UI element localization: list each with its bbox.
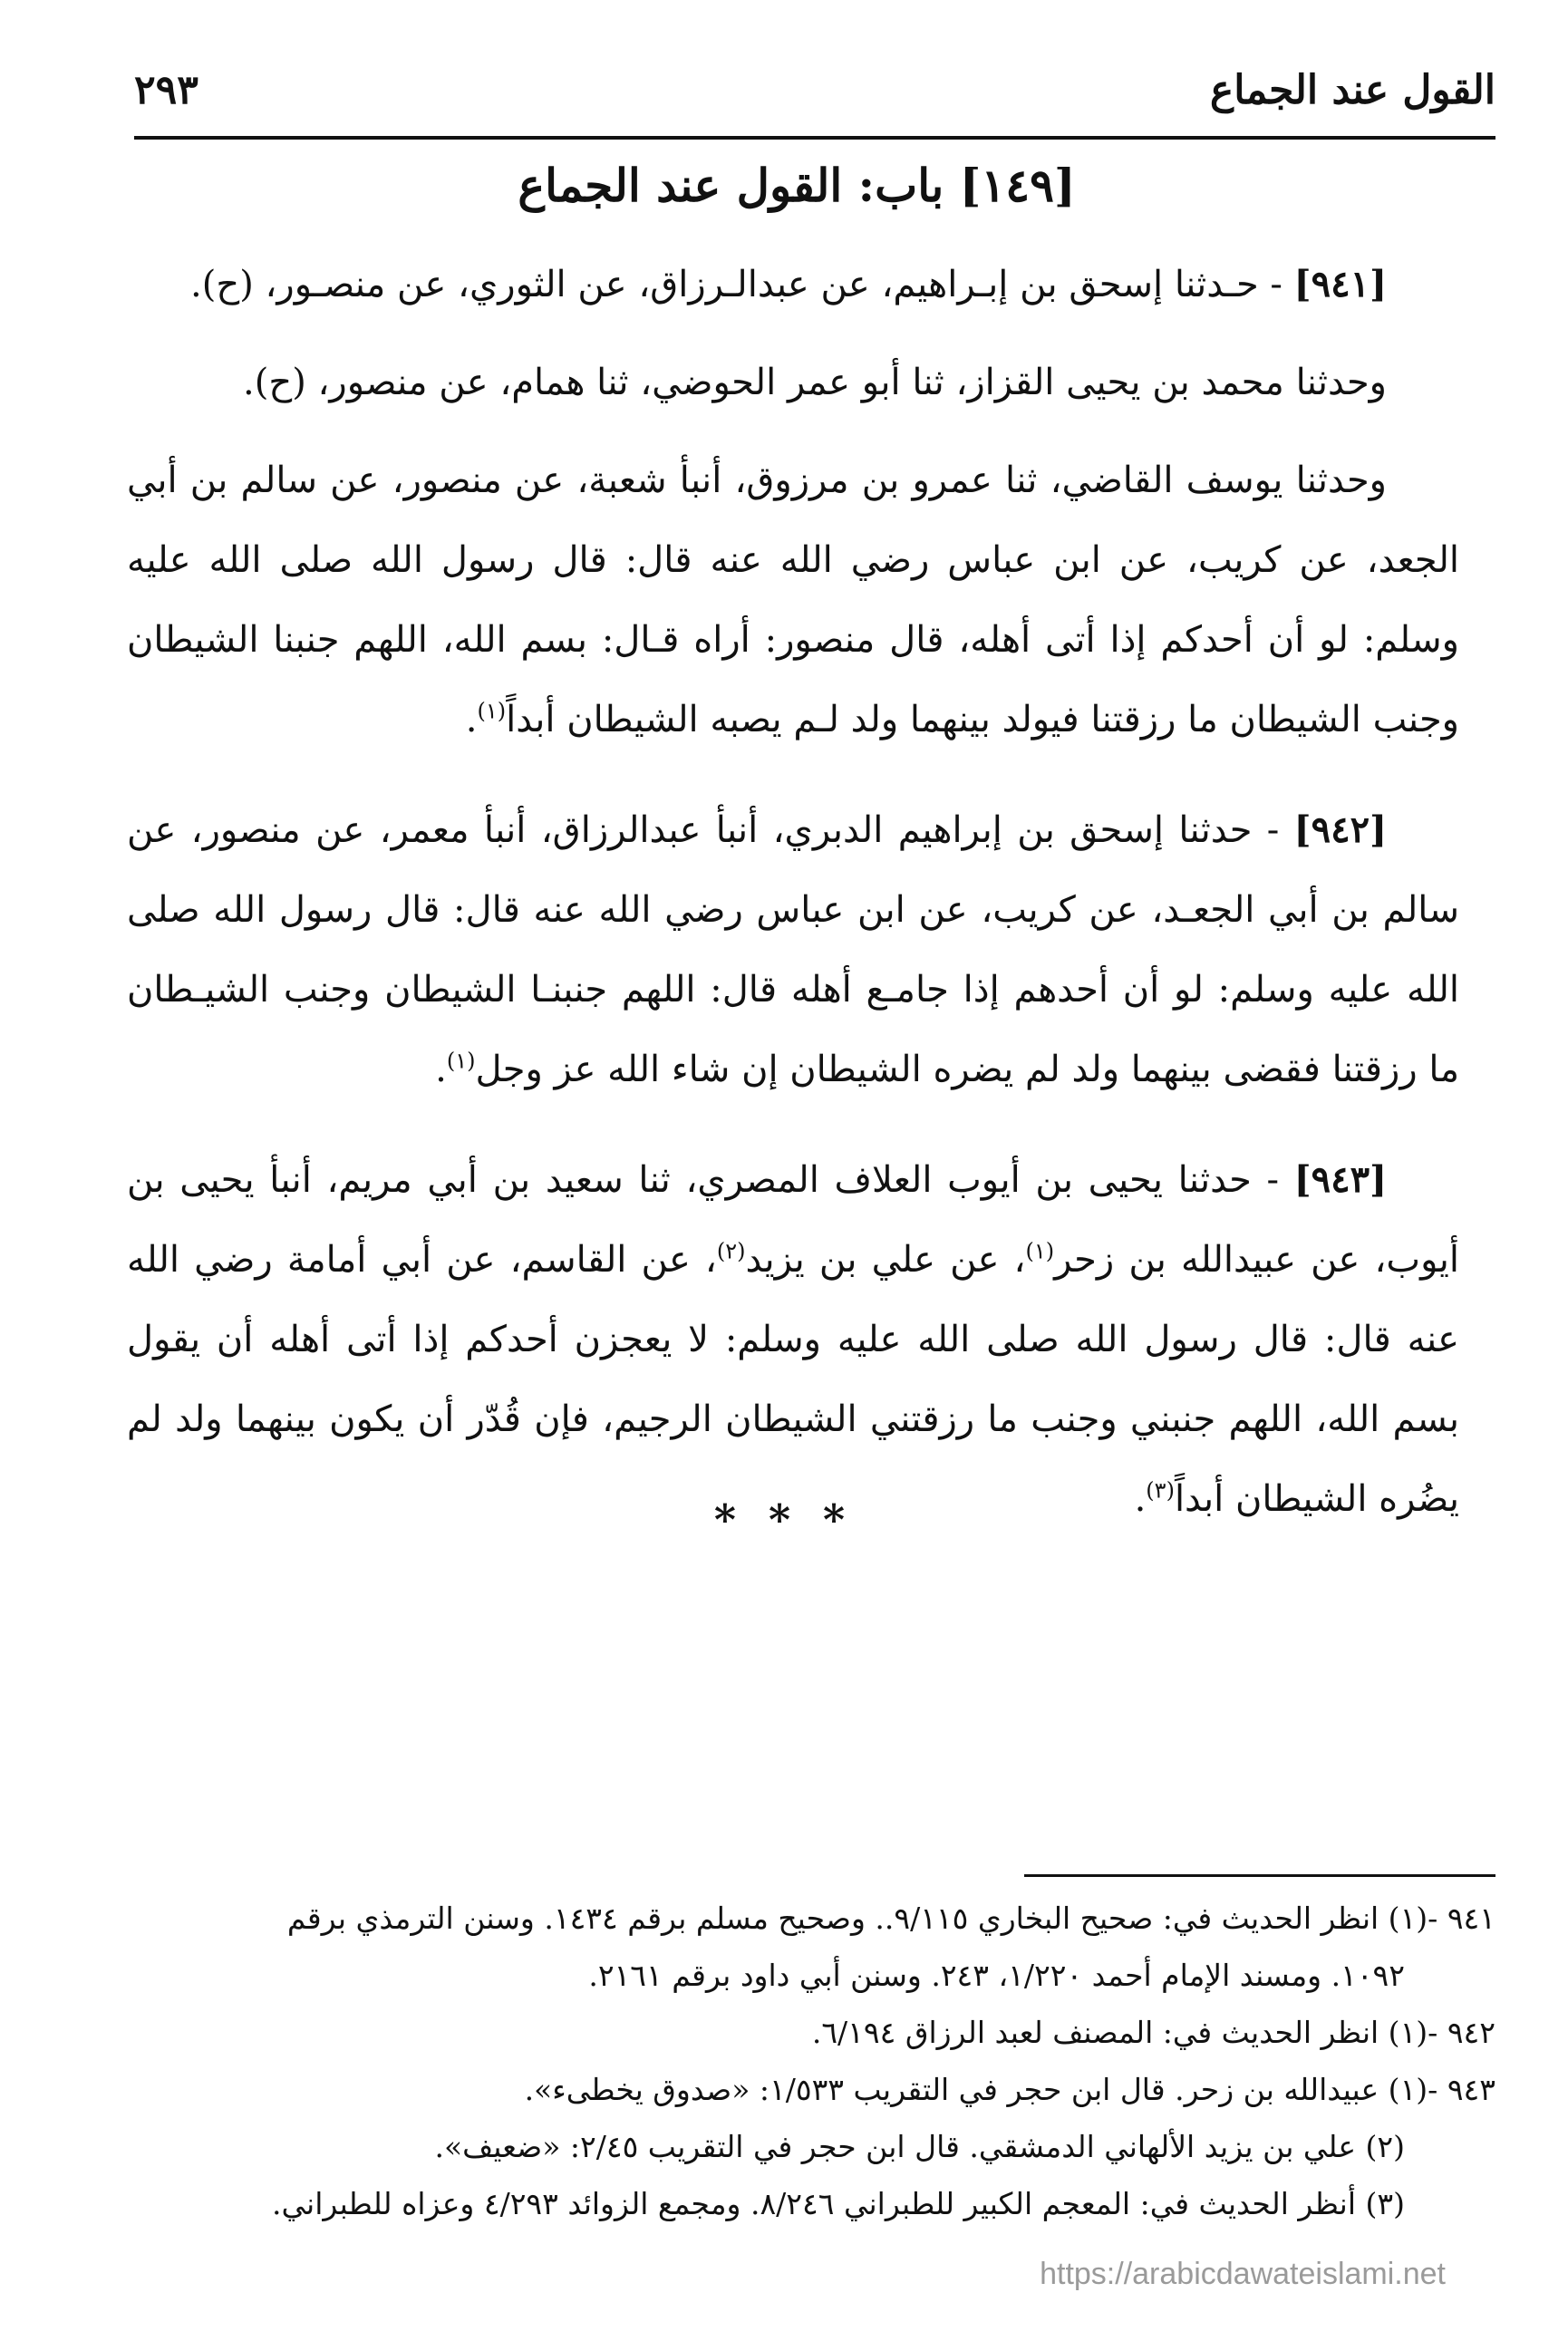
header-rule [134,136,1495,140]
running-title: القول عند الجماع [1210,67,1495,113]
hadith-text: - حدثنا إسحق بن إبراهيم الدبري، أنبأ عبدالرزاق، أنبأ معمر، عن منصور، عن سالم بن أبي الجعـد، عن كريب، عن ابن عباس رضي الله عنه قال: قال رسول الله صلى الله عليه وسلم: لو أن أحدهم إذا جامـع أهله قال: اللهم جنبنـا الشيطان وجنب الشيـطان ما رزقتنا فقضى بينهما ولد لم يضره الشيطان إن شاء الله عز وجل [127,809,1459,1090]
footnote-line: ٩٤٢ -(١) انظر الحديث في: المصنف لعبد الرزاق ٦/١٩٤. [811,2015,1495,2050]
running-head [134,54,1495,138]
page-number: ٢٩٣ [134,67,198,113]
hadith-941-para-1 [127,245,1459,324]
hadith-number: [٩٤١] [1293,263,1387,305]
footnote-line: (٢) علي بن يزيد الألهاني الدمشقي. قال ابن حجر في التقريب ٢/٤٥: «ضعيف». [434,2129,1405,2164]
chapter-heading: [١٤٩] باب: القول عند الجماع [518,159,1076,212]
section-separator: * * * [713,1495,855,1544]
footnote-line: ١٠٩٢. ومسند الإمام أحمد ١/٢٢٠، ٢٤٣. وسنن أبي داود برقم ٢١٦١. [588,1958,1405,1993]
footnote-ref: (١) [1025,1238,1055,1264]
footnote-rule [1024,1874,1495,1877]
hadith-942: [٩٤٢] - حدثنا إسحق بن إبراهيم الدبري، أنبأ عبدالرزاق، أنبأ معمر، عن منصور، عن سالم بن أبي الجعـد، عن كريب، عن ابن عباس رضي الله عنه قال: قال رسول الله صلى الله عليه وسلم: لو أن أحدهم إذا جامـع أهله قال: اللهم جنبنـا الشيطان وجنب الشيـطان ما رزقتنا فقضى بينهما ولد لم يضره الشيطان إن شاء الله عز وجل$^{(١)}$. [127,808,1459,1090]
footnote-line: ٩٤٣ -(١) عبيدالله بن زحر. قال ابن حجر في التقريب ١/٥٣٣: «صدوق يخطىء». [524,2072,1495,2107]
hadith-text: - حـدثنا إسحق بن إبـراهيم، عن عبدالـرزاق، عن الثوري، عن منصـور، (ح). [190,264,1282,305]
footnote-ref: (٢) [716,1238,746,1264]
footnote-ref: (١) [477,698,507,724]
footnote-line: (٣) أنظر الحديث في: المعجم الكبير للطبراني ٨/٢٤٦. ومجمع الزوائد ٤/٢٩٣ وعزاه للطبراني. [272,2186,1405,2221]
hadith-text: وحدثنا يوسف القاضي، ثنا عمرو بن مرزوق، أنبأ شعبة، عن منصور، عن سالم بن أبي الجعد، عن كريب، عن ابن عباس رضي الله عنه قال: قال رسول الله صلى الله عليه وسلم: لو أن أحدكم إذا أتى أهله، قال منصور: أراه قـال: بسم الله، اللهم جنبنا الشيطان وجنب الشيطان ما رزقتنا فيولد بينهما ولد لـم يصبه الشيطان أبداً [127,459,1459,740]
hadith-941-para-2 [127,343,1459,422]
hadith-text: ، عن القاسم، عن أبي أمامة رضي الله عنه قال: قال رسول الله صلى الله عليه وسلم: لا يعجزن أحدكم إذا أتى أهله أن يقول بسم الله، اللهم جنبني وجنب ما رزقتني الشيطان الرجيم، فإن قُدّر أن يكون بينهما ولد لم يضُره الشيطان أبداً [127,1239,1459,1520]
hadith-text: - حدثنا يحيى بن أيوب العلاف المصري، ثنا سعيد بن أبي مريم، أنبأ يحيى بن أيوب، عن عبيدالله بن زحر [127,1159,1459,1281]
hadith-number: [٩٤٣] [1293,1158,1388,1201]
main-text [127,245,1459,1557]
hadith-number: [٩٤٢] [1293,808,1387,851]
footnote-line: ٩٤١ -(١) انظر الحديث في: صحيح البخاري ٩/١١٥.. وصحيح مسلم برقم ١٤٣٤. وسنن الترمذي برقم [286,1901,1495,1936]
footnote-ref: (١) [446,1048,476,1074]
footnote-ref: (٣) [1146,1477,1175,1504]
watermark-url: https://arabicdawateislami.net [1040,2257,1446,2291]
hadith-941-para-3: وحدثنا يوسف القاضي، ثنا عمرو بن مرزوق، أنبأ شعبة، عن منصور، عن سالم بن أبي الجعد، عن كريب، عن ابن عباس رضي الله عنه قال: قال رسول الله صلى الله عليه وسلم: لو أن أحدكم إذا أتى أهله، قال منصور: أراه قـال: بسم الله، اللهم جنبنا الشيطان وجنب الشيطان ما رزقتنا فيولد بينهما ولد لـم يصبه الشيطان أبداً$^{(١)}$. [127,459,1459,740]
footnotes [127,1890,1495,2232]
hadith-text: وحدثنا محمد بن يحيى القزاز، ثنا أبو عمر الحوضي، ثنا همام، عن منصور، (ح). [243,362,1387,403]
hadith-text: ، عن علي بن يزيد [745,1239,1026,1281]
hadith-943: [٩٤٣] - حدثنا يحيى بن أيوب العلاف المصري، ثنا سعيد بن أبي مريم، أنبأ يحيى بن أيوب، عن عبيدالله بن زحر$^{(١)}$، عن علي بن يزيد$^{(٢)}$، عن القاسم، عن أبي أمامة رضي الله عنه قال: قال رسول الله صلى الله عليه وسلم: لا يعجزن أحدكم إذا أتى أهله أن يقول بسم الله، اللهم جنبني وجنب ما رزقتني الشيطان الرجيم، فإن قُدّر أن يكون بينهما ولد لم يضُره الشيطان أبداً$^{(٣)}$. [127,1158,1459,1520]
